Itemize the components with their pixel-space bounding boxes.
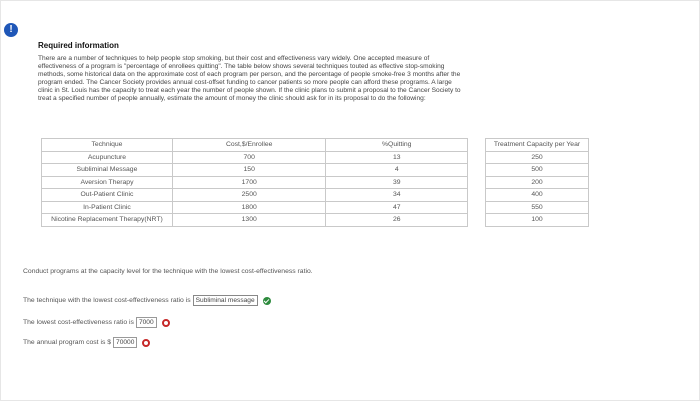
technique-cell: Acupuncture — [42, 151, 173, 164]
header-cost: Cost,$/Enrollee — [172, 139, 326, 152]
answer-cost-row — [23, 337, 150, 348]
instruction-text: Conduct programs at the capacity level for the technique with the lowest cost-effectiveness ratio. — [23, 268, 313, 275]
quitting-cell: 13 — [326, 151, 468, 164]
capacity-cell: 100 — [486, 214, 589, 227]
problem-description: There are a number of techniques to help people stop smoking, but their cost and effectiveness vary widely. One accepted measure of effectiveness of a program is "percentage of enrollees quitting". The table below shows several techniques touted as effective stop-smoking methods, some historical data on the approximate cost of each program per person, and the percentage of people smoke-free 3 months after the program ended. The Cancer Society provides annual cost-offset funding to cancer patients so more people can afford these programs. A large clinic in St. Louis has the capacity to treat each year the number of people shown. If the clinic plans to submit a proposal to the Cancer Society to treat a specified number of people annually, estimate the amount of money the clinic should ask for in its proposal to do the following: — [38, 55, 461, 102]
table-row — [42, 164, 468, 177]
technique-table — [41, 138, 468, 227]
table-row — [42, 151, 468, 164]
technique-cell: Nicotine Replacement Therapy(NRT) — [42, 214, 173, 227]
quitting-cell: 39 — [326, 176, 468, 189]
technique-cell: Aversion Therapy — [42, 176, 173, 189]
header-quitting: %Quitting — [326, 139, 468, 152]
answer-ratio-row — [23, 317, 170, 328]
cost-cell: 150 — [172, 164, 326, 177]
annual-cost-input[interactable]: 70000 — [113, 337, 137, 348]
capacity-cell: 400 — [486, 189, 589, 202]
technique-cell: Subliminal Message — [42, 164, 173, 177]
info-icon: ! — [4, 23, 18, 37]
table-row — [42, 189, 468, 202]
technique-cell: In-Patient Clinic — [42, 201, 173, 214]
answer-cost-label: The annual program cost is $ — [23, 339, 112, 346]
capacity-cell: 200 — [486, 176, 589, 189]
ratio-input[interactable]: 7000 — [136, 317, 157, 328]
table-row — [42, 214, 468, 227]
capacity-cell: 550 — [486, 201, 589, 214]
technique-dropdown[interactable]: Subliminal message — [193, 295, 258, 306]
table-header-row — [42, 139, 468, 152]
quitting-cell: 4 — [326, 164, 468, 177]
technique-cell: Out-Patient Clinic — [42, 189, 173, 202]
quitting-cell: 47 — [326, 201, 468, 214]
header-capacity: Treatment Capacity per Year — [486, 139, 589, 152]
capacity-cell: 250 — [486, 151, 589, 164]
table-row — [42, 176, 468, 189]
answer-technique-label: The technique with the lowest cost-effectiveness ratio is — [23, 297, 191, 304]
table-row — [42, 201, 468, 214]
incorrect-icon — [142, 339, 150, 347]
cost-cell: 1800 — [172, 201, 326, 214]
quitting-cell: 26 — [326, 214, 468, 227]
quitting-cell: 34 — [326, 189, 468, 202]
cost-cell: 1300 — [172, 214, 326, 227]
answer-technique-row — [23, 295, 271, 306]
header-technique: Technique — [42, 139, 173, 152]
capacity-table — [485, 138, 589, 227]
incorrect-icon — [162, 319, 170, 327]
cost-cell: 700 — [172, 151, 326, 164]
cost-cell: 1700 — [172, 176, 326, 189]
answer-ratio-label: The lowest cost-effectiveness ratio is — [23, 319, 134, 326]
capacity-cell: 500 — [486, 164, 589, 177]
correct-check-icon — [263, 297, 271, 305]
section-heading: Required information — [38, 41, 119, 50]
cost-cell: 2500 — [172, 189, 326, 202]
